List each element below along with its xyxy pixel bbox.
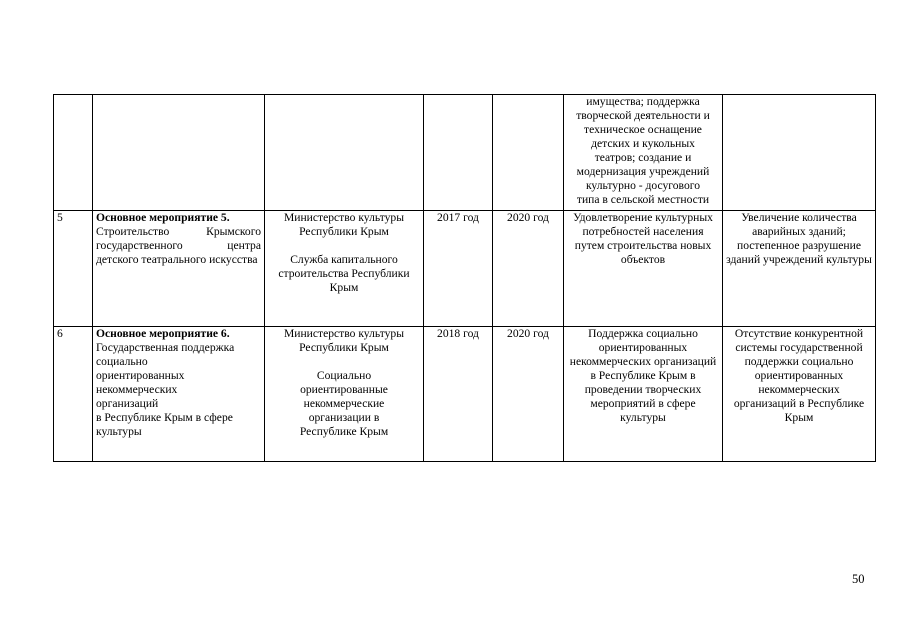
event-description-line: организаций <box>96 397 159 410</box>
consequences-cell <box>723 95 876 211</box>
event-description-line: социально <box>96 355 148 368</box>
result-line: имущества; поддержка <box>586 95 700 108</box>
consequences: Отсутствие конкурентной системы государственной поддержки социально ориентированных некоммерческих организаций в Республике Крым <box>723 327 876 462</box>
result-line: культурно - досугового <box>585 179 701 192</box>
row-number: 6 <box>54 327 93 462</box>
end-year: 2020 год <box>493 211 564 327</box>
event-title: Основное мероприятие 6. <box>96 327 230 340</box>
result-line: творческой деятельности и <box>576 109 710 122</box>
event-description: Строительство Крымского государственного центра детского театрального искусства <box>96 225 261 266</box>
event-description-line: ориентированных <box>96 369 185 382</box>
table-row <box>54 211 876 327</box>
result-line: техническое оснащение <box>584 123 702 136</box>
page-number: 50 <box>852 572 865 586</box>
executor-secondary: Социально ориентированные некоммерческие организации в Республике Крым <box>299 369 389 438</box>
start-year: 2018 год <box>424 327 493 462</box>
expected-result-cell <box>564 95 723 211</box>
end-year: 2020 год <box>493 327 564 462</box>
event-title: Основное мероприятие 5. <box>96 211 230 224</box>
executor-primary: Министерство культуры Республики Крым <box>283 211 405 238</box>
result-line: детских и кукольных <box>591 137 695 150</box>
program-events-table <box>53 94 876 462</box>
executor-primary: Министерство культуры Республики Крым <box>283 327 405 354</box>
start-year-cell <box>424 95 493 211</box>
event-cell <box>93 95 265 211</box>
result-line: театров; создание и <box>594 151 692 164</box>
table-row-continuation <box>54 95 876 211</box>
event-cell <box>93 211 265 327</box>
event-description-line: в Республике Крым в сфере <box>96 411 233 424</box>
result-line: модернизация учреждений <box>576 165 710 178</box>
number-cell <box>54 95 93 211</box>
end-year-cell <box>493 95 564 211</box>
expected-result: Удовлетворение культурных потребностей населения путем строительства новых объектов <box>564 211 723 327</box>
event-description-line: Государственная поддержка <box>96 341 235 354</box>
result-line: типа в сельской местности <box>576 193 710 206</box>
row-number: 5 <box>54 211 93 327</box>
executor-cell <box>265 327 424 462</box>
event-description-line: некоммерческих <box>96 383 178 396</box>
executor-cell <box>265 211 424 327</box>
event-description-line: культуры <box>96 425 142 438</box>
table-row <box>54 327 876 462</box>
start-year: 2017 год <box>424 211 493 327</box>
event-cell <box>93 327 265 462</box>
executor-secondary: Служба капитального строительства Республики Крым <box>278 253 410 294</box>
expected-result: Поддержка социально ориентированных некоммерческих организаций в Республике Крым в проведении творческих мероприятий в сфере культуры <box>564 327 723 462</box>
executor-cell <box>265 95 424 211</box>
consequences: Увеличение количества аварийных зданий; постепенное разрушение зданий учреждений культуры <box>723 211 876 327</box>
